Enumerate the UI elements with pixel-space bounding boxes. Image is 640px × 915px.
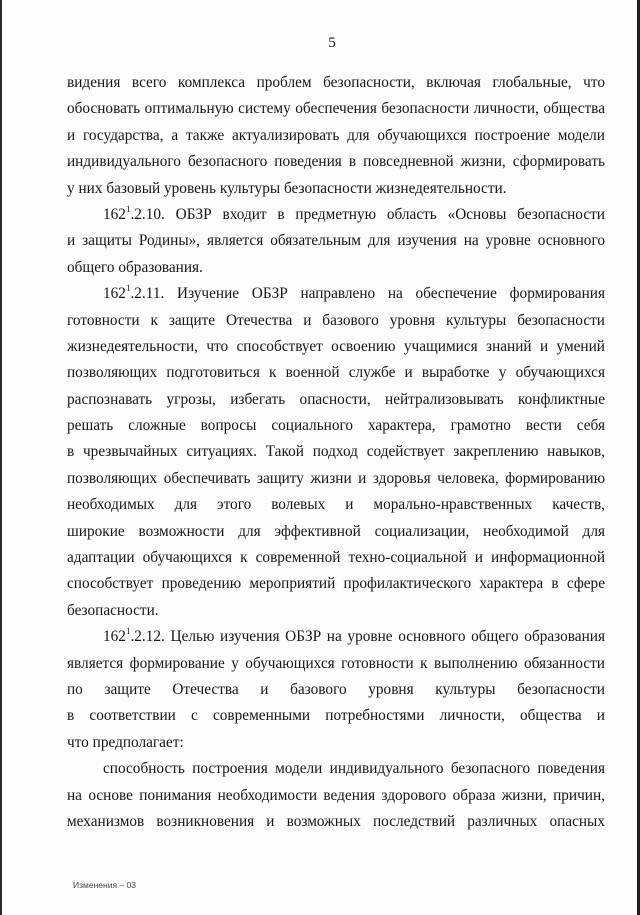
line-text: позволяющих подготовиться к военной службе и выработке у обучающихся [67, 364, 605, 382]
text-line [67, 756, 605, 782]
text-line [67, 255, 605, 281]
paragraph [67, 202, 605, 281]
text-line [67, 466, 605, 492]
text-line [67, 624, 605, 650]
text-line [67, 598, 605, 624]
footer-note: Изменения – 03 [73, 880, 136, 890]
paragraph [67, 281, 605, 624]
line-text: видения всего комплекса проблем безопасности, включая глобальные, что [67, 74, 605, 91]
text-line [67, 809, 605, 835]
line-text: по защите Отечества и базового уровня культуры безопасности [67, 680, 605, 698]
text-line [67, 413, 605, 439]
text-line [67, 281, 605, 307]
line-text: позволяющих обеспечивать защиту жизни и здоровья человека, формированию [67, 469, 605, 487]
line-text: Изучение ОБЗР направлено на обеспечение формирования [177, 285, 605, 303]
line-text: Целью изучения ОБЗР на уровне основного общего образования [170, 628, 605, 646]
text-line [67, 492, 605, 518]
paragraph [67, 756, 605, 835]
line-text: на основе понимания необходимости ведения здорового образа жизни, причин, [67, 786, 605, 804]
text-line [67, 96, 605, 122]
line-text: и защиты Родины», является обязательным для изучения на уровне основного [67, 232, 605, 250]
line-text: необходимых для этого волевых и морально-нравственных качеств, [67, 496, 605, 514]
line-text: является формирование у обучающихся готовности к выполнению обязанности [67, 654, 605, 672]
scan-edge-left [0, 0, 2, 915]
clause-number: $162^1.2.11$. [103, 283, 165, 303]
clause-number: $162^1.2.10$. [103, 203, 165, 223]
text-line [67, 70, 605, 96]
text-line [67, 439, 605, 465]
paragraph [67, 70, 605, 202]
text-line [67, 545, 605, 571]
text-line [67, 123, 605, 149]
page-number: 5 [328, 35, 336, 51]
line-text: механизмов возникновения и возможных последствий различных опасных [67, 812, 605, 830]
clause-number: $162^1.2.12$. [103, 626, 165, 646]
text-line [67, 651, 605, 677]
line-text: широкие возможности для эффективной социализации, необходимой для [67, 522, 605, 540]
text-line [67, 308, 605, 334]
line-text: и государства, а также актуализировать для обучающихся построение модели [67, 126, 605, 144]
line-text: индивидуального безопасного поведения в повседневной жизни, сформировать [67, 153, 605, 171]
text-line [67, 360, 605, 386]
line-text: в соответствии с современными потребностями личности, общества и [67, 707, 605, 725]
text-line [67, 703, 605, 729]
text-line [67, 519, 605, 545]
line-text: что предполагает: [67, 733, 184, 751]
line-text: решать сложные вопросы социального характера, грамотно вести себя [67, 417, 605, 435]
line-text: безопасности. [67, 601, 159, 619]
text-line [67, 677, 605, 703]
line-text: обосновать оптимальную систему обеспечения безопасности личности, общества [67, 100, 605, 118]
text-line [67, 571, 605, 597]
line-text: способность построения модели индивидуального безопасного поведения [103, 760, 605, 778]
paragraph [67, 624, 605, 756]
line-text: распознавать угрозы, избегать опасности, нейтрализовывать конфликтные [67, 390, 605, 408]
text-line [67, 149, 605, 175]
text-line [67, 176, 605, 202]
text-line [67, 228, 605, 254]
line-text: жизнедеятельности, что способствует освоению учащимися знаний и умений [67, 337, 605, 355]
text-line [67, 387, 605, 413]
text-line [67, 730, 605, 756]
line-text: общего образования. [67, 258, 203, 276]
text-line [67, 334, 605, 360]
text-line [67, 783, 605, 809]
line-text: способствует проведению мероприятий профилактического характера в сфере [67, 575, 605, 593]
text-line [67, 202, 605, 228]
line-text: ОБЗР входит в предметную область «Основы безопасности [175, 205, 605, 223]
line-text: готовности к защите Отечества и базового уровня культуры безопасности [67, 311, 605, 329]
document-body [67, 70, 605, 835]
line-text: адаптации обучающихся к современной техно-социальной и информационной [67, 549, 605, 567]
line-text: в чрезвычайных ситуациях. Такой подход содействует закреплению навыков, [67, 443, 605, 461]
line-text: у них базовый уровень культуры безопасности жизнедеятельности. [67, 179, 507, 197]
